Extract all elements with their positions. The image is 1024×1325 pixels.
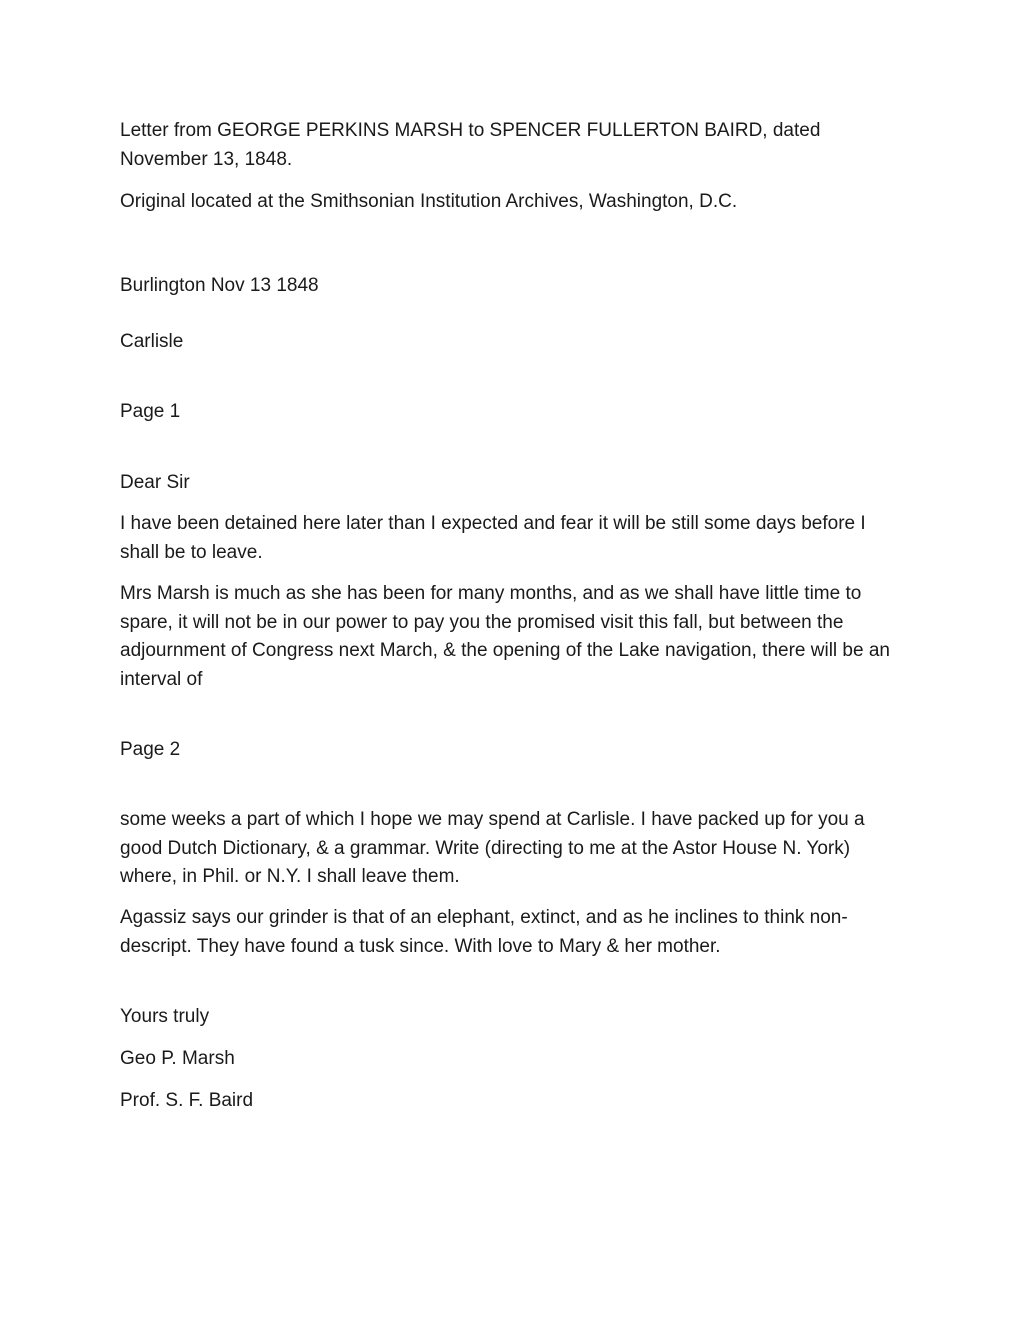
addressee: Prof. S. F. Baird: [120, 1090, 254, 1111]
letter-paragraph-3: some weeks a part of which I hope we may spend at Carlisle. I have packed up for you a good Dutch Dictionary, & a grammar. Write (directing to me at the Astor House N. York) where, in Phil. or N.Y. I shall leave them.: [120, 809, 865, 887]
salutation: Dear Sir: [120, 472, 190, 493]
letter-place-date: Burlington Nov 13 1848: [120, 275, 319, 296]
letter-paragraph-1: I have been detained here later than I expected and fear it will be still some days before I shall be to leave.: [120, 513, 866, 563]
signature: Geo P. Marsh: [120, 1048, 235, 1069]
letter-paragraph-4: Agassiz says our grinder is that of an elephant, extinct, and as he inclines to think non-descript. They have found a tusk since. With love to Mary & her mother.: [120, 907, 848, 957]
document-title: Letter from GEORGE PERKINS MARSH to SPENCER FULLERTON BAIRD, dated November 13, 1848.: [120, 120, 821, 170]
page-label-2: Page 2: [120, 739, 181, 760]
page-label-1: Page 1: [120, 401, 181, 422]
closing: Yours truly: [120, 1006, 210, 1027]
letter-recipient-place: Carlisle: [120, 331, 184, 352]
source-note: Original located at the Smithsonian Institution Archives, Washington, D.C.: [120, 191, 738, 212]
letter-paragraph-2: Mrs Marsh is much as she has been for many months, and as we shall have little time to spare, it will not be in our power to pay you the promised visit this fall, but between the adjournment of Congress next March, & the opening of the Lake navigation, there will be an interval of: [120, 583, 890, 690]
